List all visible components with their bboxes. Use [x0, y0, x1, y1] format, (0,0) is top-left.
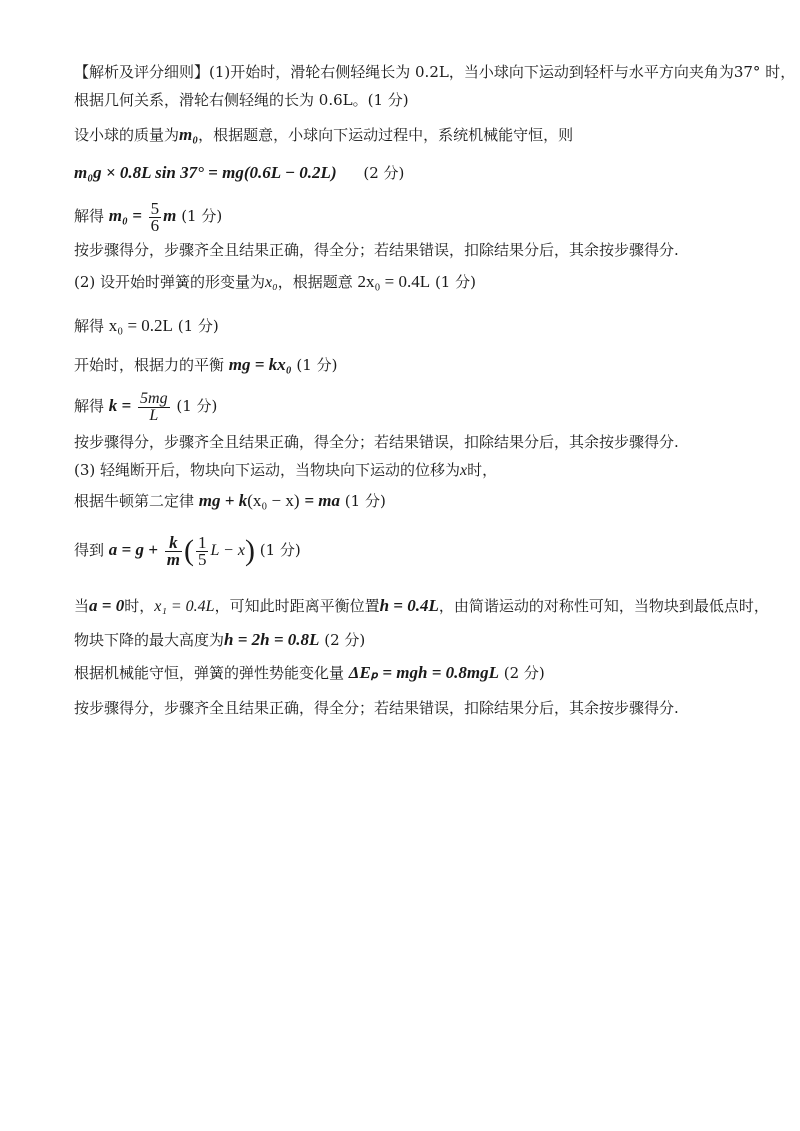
mass-definition-line: [74, 125, 573, 145]
acceleration-score: (1 分): [259, 541, 301, 559]
force-balance-equation: mg = kx₀: [228, 355, 292, 374]
m0-equals: m₀ =: [108, 206, 142, 225]
part3-line: [74, 460, 497, 481]
analysis-line-2: 根据几何关系，滑轮右侧轻绳的长为 0.6L。(1 分): [74, 91, 409, 109]
max-height-equation: h = 2h = 0.8L: [224, 630, 320, 649]
x0-result-prefix: 解得: [74, 317, 105, 335]
k-over-m-fraction: [165, 532, 182, 569]
max-height-score: (2 分): [324, 631, 366, 649]
k-over-m-denominator: m: [166, 549, 180, 569]
equilibrium-a: 当: [74, 597, 90, 615]
part3-suffix: 时，: [467, 461, 498, 479]
mass-result-line: [74, 200, 222, 234]
equilibrium-line: [74, 596, 769, 617]
mass-result-score: (1 分): [181, 207, 223, 225]
mass-definition-prefix: 设小球的质量为: [74, 126, 180, 144]
m-symbol: m: [163, 206, 177, 225]
energy-equation-line: [74, 163, 404, 183]
part3-prefix: (3) 轻绳断开后，物块向下运动，当物块向下运动的位移为: [74, 461, 461, 479]
one-fifth-numerator: 1: [197, 532, 207, 552]
one-fifth-denominator: 5: [197, 549, 207, 569]
k-fraction-denominator: L: [149, 406, 159, 424]
paren-inner-expression: L − x: [210, 542, 245, 559]
m0-symbol: m₀: [179, 125, 199, 144]
energy-equation: m₀g × 0.8L sin 37° = mg(0.6L − 0.2L): [74, 163, 337, 182]
mass-definition-suffix: ，根据题意，小球向下运动过程中，系统机械能守恒，则: [198, 126, 574, 144]
one-fifth-fraction: [196, 532, 209, 569]
k-result-prefix: 解得: [74, 397, 105, 415]
k-result-score: (1 分): [176, 397, 218, 415]
max-height-line: [74, 630, 365, 650]
newton-law-line: [74, 491, 386, 511]
force-balance-line: [74, 355, 337, 375]
x-symbol: x: [460, 462, 468, 479]
scoring-rule-2: 按步骤得分，步骤齐全且结果正确，得全分；若结果错误，扣除结果分后，其余按步骤得分.: [74, 433, 679, 451]
fraction-denominator: 6: [150, 215, 160, 235]
part2-mid: ，根据题意: [277, 273, 353, 291]
force-balance-prefix: 开始时，根据力的平衡: [74, 356, 225, 374]
equilibrium-b: 时，: [124, 597, 155, 615]
newton-law-term-b: (x₀ − x): [247, 491, 300, 510]
energy-equation-score: (2 分): [363, 164, 405, 182]
energy-conservation-prefix: 根据机械能守恒，弹簧的弹性势能变化量: [74, 664, 345, 682]
part2-score: (1 分): [434, 273, 476, 291]
newton-law-score: (1 分): [344, 492, 386, 510]
acceleration-line: [74, 530, 301, 571]
equilibrium-d: ，由简谐运动的对称性可知，当物块到最低点时，: [438, 597, 769, 615]
newton-law-term-a: mg + k: [198, 491, 248, 510]
fraction-numerator: 5: [150, 198, 160, 218]
equilibrium-c: ，可知此时距离平衡位置: [214, 597, 380, 615]
delta-ep-equation: ΔEₚ = mgh = 0.8mgL: [348, 663, 499, 682]
x1-value: x₁ = 0.4L: [154, 598, 215, 615]
scoring-rule-3: 按步骤得分，步骤齐全且结果正确，得全分；若结果错误，扣除结果分后，其余按步骤得分.: [74, 699, 679, 717]
k-result-line: [74, 390, 217, 424]
k-over-m-numerator: k: [165, 535, 182, 552]
acceleration-equation: a = g +: [108, 540, 158, 559]
x0-result-score: (1 分): [177, 317, 219, 335]
right-paren: ): [244, 534, 255, 567]
force-balance-score: (1 分): [296, 356, 338, 374]
part2-prefix: (2) 设开始时弹簧的形变量为: [74, 273, 266, 291]
scoring-rule-1: 按步骤得分，步骤齐全且结果正确，得全分；若结果错误，扣除结果分后，其余按步骤得分.: [74, 241, 679, 259]
newton-law-prefix: 根据牛顿第二定律: [74, 492, 195, 510]
part2-line: [74, 272, 476, 293]
k-fraction: [138, 391, 170, 424]
energy-conservation-line: [74, 663, 545, 683]
x0-symbol: x₀: [265, 274, 278, 291]
k-fraction-numerator: 5mg: [140, 389, 168, 407]
max-height-prefix: 物块下降的最大高度为: [74, 631, 225, 649]
k-equals: k =: [108, 396, 132, 415]
energy-conservation-score: (2 分): [503, 664, 545, 682]
analysis-line-1: 【解析及评分细则】(1)开始时，滑轮右侧轻绳长为 0.2L，当小球向下运动到轻杆与水平方向夹角为37° 时，: [74, 63, 796, 81]
x0-value: x₀ = 0.2L: [108, 316, 173, 335]
newton-law-term-c: = ma: [304, 491, 341, 510]
left-paren: (: [183, 534, 194, 567]
a-zero: a = 0: [89, 596, 125, 615]
h-value: h = 0.4L: [379, 596, 439, 615]
five-sixths-fraction: [149, 198, 162, 235]
two-x0-equation: 2x₀ = 0.4L: [357, 272, 431, 291]
x0-result-line: [74, 316, 219, 336]
mass-result-prefix: 解得: [74, 207, 105, 225]
acceleration-prefix: 得到: [74, 541, 105, 559]
